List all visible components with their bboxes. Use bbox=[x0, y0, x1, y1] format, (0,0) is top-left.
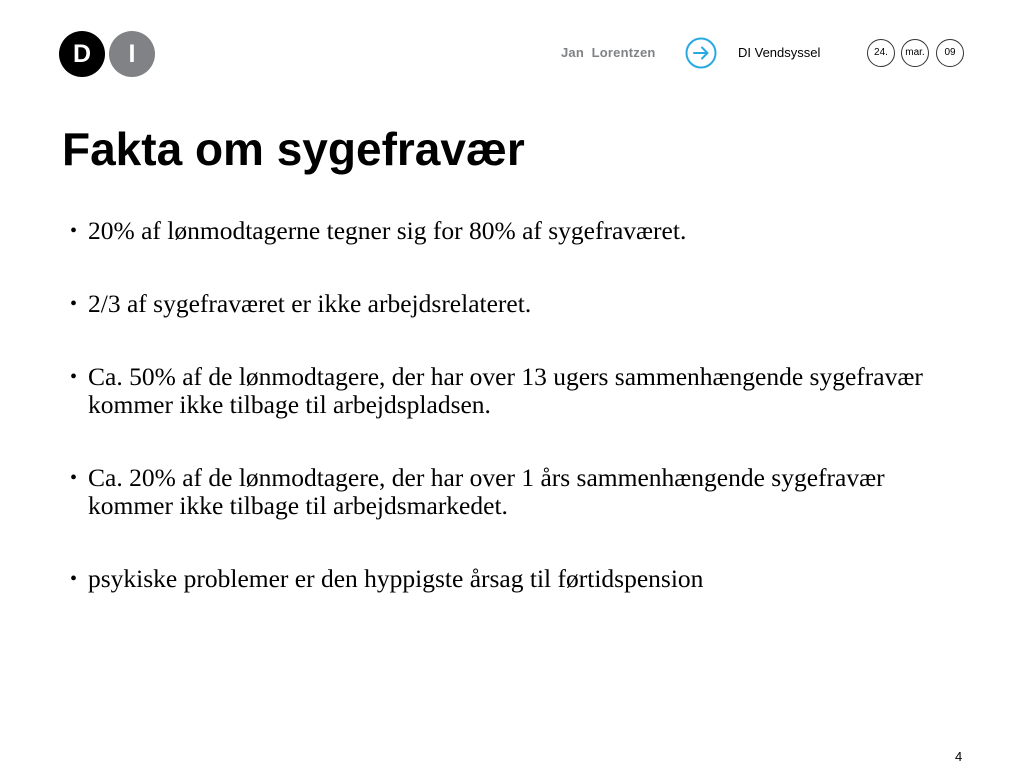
arrow-right-circle-icon bbox=[685, 37, 717, 69]
logo-d-circle: D bbox=[59, 31, 105, 77]
bullet-item: • psykiske problemer er den hyppigste årsag til førtidspension bbox=[70, 565, 970, 593]
bullet-item: • 20% af lønmodtagerne tegner sig for 80% af sygefraværet. bbox=[70, 217, 970, 245]
date-month-badge: mar. bbox=[901, 39, 929, 67]
page-number: 4 bbox=[955, 749, 963, 764]
date-year-badge: 09 bbox=[936, 39, 964, 67]
date-day-badge: 24. bbox=[867, 39, 895, 67]
presenter-name: Jan Lorentzen bbox=[561, 45, 656, 60]
slide-title: Fakta om sygefravær bbox=[62, 123, 525, 175]
bullet-item: • Ca. 20% af de lønmodtagere, der har over 1 års sammenhængende sygefravær kommer ikke tilbage til arbejdsmarkedet. bbox=[70, 464, 970, 520]
di-logo bbox=[59, 31, 155, 77]
logo-i-circle: I bbox=[109, 31, 155, 77]
bullet-item: • 2/3 af sygefraværet er ikke arbejdsrelateret. bbox=[70, 290, 970, 318]
bullet-list bbox=[70, 217, 970, 593]
bullet-item: • Ca. 50% af de lønmodtagere, der har over 13 ugers sammenhængende sygefravær kommer ikke tilbage til arbejdspladsen. bbox=[70, 363, 970, 419]
organization-name: DI Vendsyssel bbox=[738, 45, 821, 60]
